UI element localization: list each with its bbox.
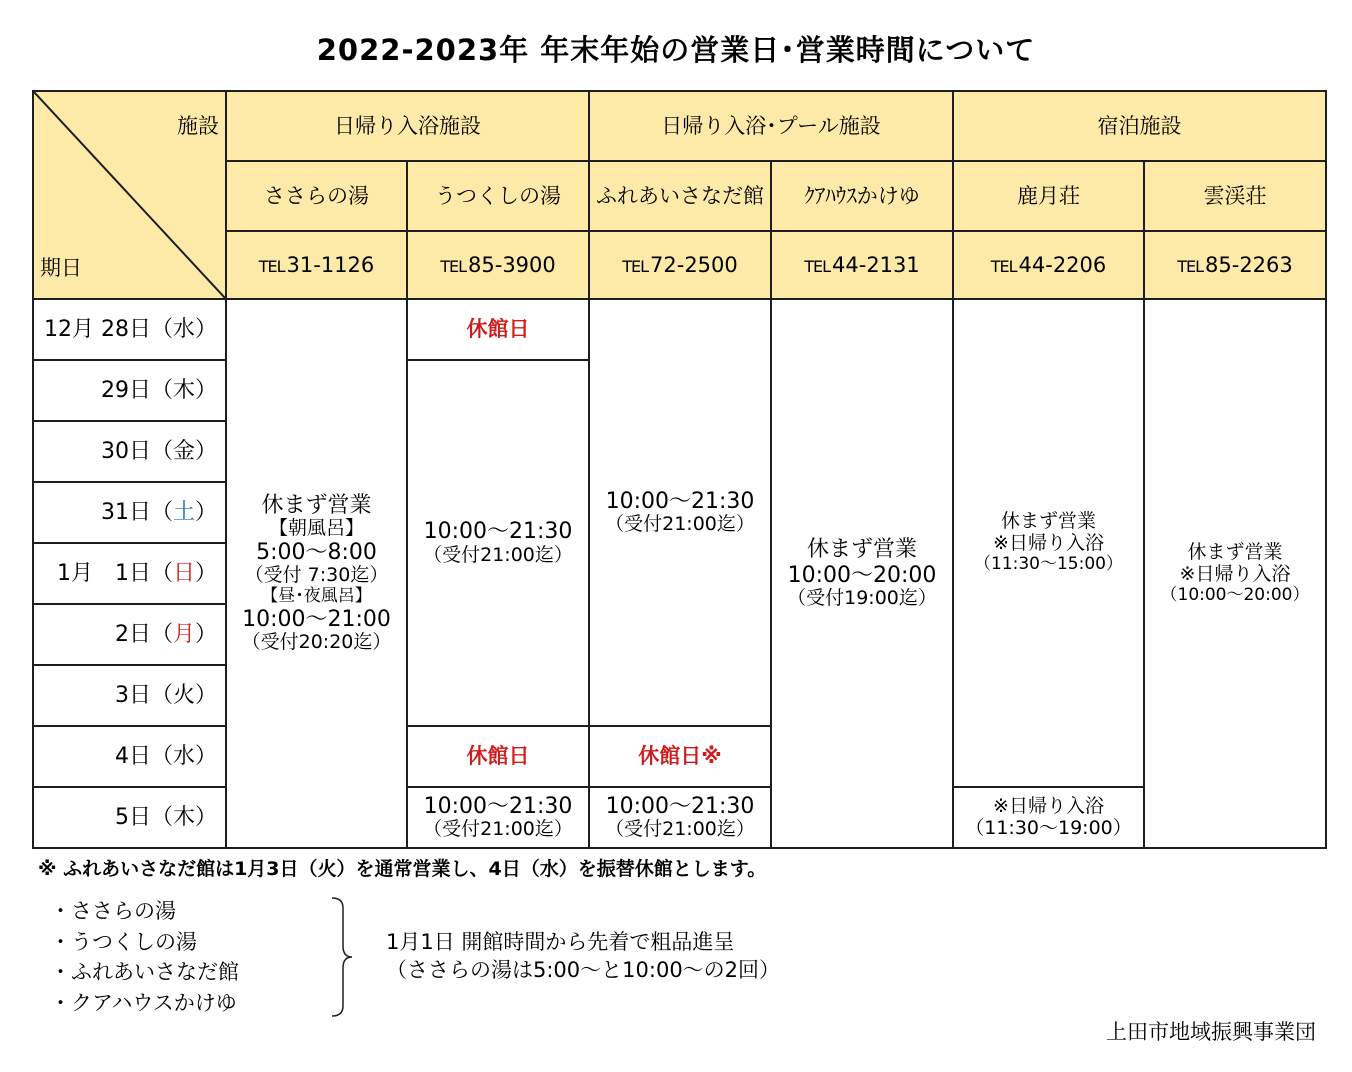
date-cell	[33, 726, 226, 787]
date-cell	[33, 299, 226, 360]
group-day-bath: 日帰り入浴施設	[226, 91, 589, 161]
utsukushi-closed-cell: 休館日	[407, 299, 589, 360]
hours-text: 10:00～21:30	[423, 793, 573, 819]
footnote: ※ ふれあいさなだ館は1月3日（火）を通常営業し、4日（水）を振替休館とします。	[38, 858, 767, 880]
date-cell	[33, 482, 226, 543]
facility-utsukushi: うつくしの湯	[407, 161, 589, 231]
section-label: 【朝風呂】	[268, 517, 364, 540]
facility-fureai-sanada: ふれあいさなだ館	[589, 161, 771, 231]
tel-prefix: TEL	[622, 256, 649, 276]
reception-text: （受付21:00迄）	[423, 818, 573, 841]
date-cell	[33, 665, 226, 726]
status-text: 休まず営業	[1000, 510, 1096, 533]
date-paren: ）	[194, 804, 217, 830]
tel-number: 85-3900	[468, 252, 556, 277]
day-of-week: 木	[172, 377, 195, 403]
hours-text: 10:00～21:00	[242, 606, 391, 632]
list-item: ・ うつくしの湯	[50, 927, 239, 958]
date-cell	[33, 543, 226, 604]
shikagetsu-hours-cell	[953, 299, 1144, 787]
tel-number: 85-2263	[1205, 252, 1293, 277]
day-bath-text: ※日帰り入浴	[993, 532, 1104, 555]
status-text: 休まず営業	[1187, 540, 1283, 563]
date-cell	[33, 360, 226, 421]
tel-kurhaus-kakeyu	[771, 231, 953, 299]
day-of-week: 月	[172, 621, 195, 647]
fureai-hours-cell	[589, 299, 771, 726]
tel-number: 44-2206	[1018, 252, 1107, 277]
date-label: 3日（	[114, 682, 173, 708]
right-brace-icon	[328, 896, 358, 1018]
reception-text: （受付21:00迄）	[423, 543, 573, 566]
date-label: 1月 1日（	[56, 560, 173, 586]
day-of-week: 水	[172, 316, 195, 342]
tel-prefix: TEL	[804, 256, 831, 276]
tel-unkei	[1144, 231, 1326, 299]
date-paren: ）	[194, 438, 217, 464]
status-text: 休まず営業	[261, 493, 372, 519]
day-of-week: 水	[172, 743, 195, 769]
date-label: 5日（	[114, 804, 173, 830]
day-bath-text: ※日帰り入浴	[993, 794, 1104, 817]
date-paren: ）	[194, 499, 217, 525]
header-corner	[33, 91, 226, 299]
tel-number: 44-2131	[832, 252, 920, 277]
campaign-facility-list	[50, 896, 239, 1018]
facility-kurhaus-kakeyu: ｸｱﾊｳｽかけゆ	[771, 161, 953, 231]
tel-utsukushi	[407, 231, 589, 299]
tel-sasara	[226, 231, 407, 299]
group-day-bath-pool: 日帰り入浴･プール施設	[589, 91, 953, 161]
tel-prefix: TEL	[1177, 256, 1204, 276]
sasara-hours-cell	[226, 299, 407, 848]
fureai-hours-cell	[589, 787, 771, 848]
date-label: 31日（	[100, 499, 173, 525]
day-of-week: 日	[172, 560, 195, 586]
day-of-week: 木	[172, 804, 195, 830]
tel-number: 31-1126	[286, 252, 375, 277]
date-paren: ）	[194, 621, 217, 647]
facility-sasara: ささらの湯	[226, 161, 407, 231]
hours-text: （11:30～15:00）	[974, 554, 1123, 575]
reception-text: （受付21:00迄）	[605, 513, 755, 536]
date-paren: ）	[194, 377, 217, 403]
tel-prefix: TEL	[440, 256, 467, 276]
tel-number: 72-2500	[650, 252, 738, 277]
facility-axis-label: 施設	[177, 114, 219, 138]
date-axis-label: 期日	[40, 255, 82, 280]
reception-text: （受付19:00迄）	[787, 586, 937, 609]
date-label: 29日（	[100, 377, 173, 403]
date-paren: ）	[194, 560, 217, 586]
day-of-week: 土	[172, 499, 195, 525]
date-cell	[33, 787, 226, 848]
utsukushi-hours-cell	[407, 787, 589, 848]
reception-text: （受付 7:30迄）	[244, 564, 389, 587]
campaign-line: 1月1日 開館時間から先着で粗品進呈	[386, 930, 735, 954]
group-lodging: 宿泊施設	[953, 91, 1326, 161]
campaign-line: （ささらの湯は5:00～と10:00～の2回）	[386, 958, 781, 982]
shikagetsu-hours-cell	[953, 787, 1144, 848]
date-label: 30日（	[100, 438, 173, 464]
hours-text: （10:00～20:00）	[1160, 584, 1310, 605]
hours-text: 5:00～8:00	[256, 540, 377, 566]
date-paren: ）	[194, 316, 217, 342]
section-label: 【昼･夜風呂】	[261, 586, 372, 607]
schedule-table	[32, 90, 1327, 849]
page-title: 2022-2023年 年末年始の営業日･営業時間について	[316, 33, 1036, 67]
date-label: 12月 28日（	[43, 316, 173, 342]
kakeyu-hours-cell	[771, 299, 953, 848]
reception-text: （受付20:20迄）	[241, 631, 392, 654]
list-item: ・ ささらの湯	[50, 896, 239, 927]
facility-unkei: 雲渓荘	[1144, 161, 1326, 231]
facility-shikagetsu: 鹿月荘	[953, 161, 1144, 231]
date-label: 2日（	[114, 621, 173, 647]
tel-prefix: TEL	[990, 256, 1017, 276]
status-text: 休まず営業	[806, 537, 917, 563]
date-label: 4日（	[114, 743, 173, 769]
campaign-text	[386, 928, 780, 984]
tel-prefix: TEL	[258, 256, 285, 276]
date-cell	[33, 604, 226, 665]
day-bath-text: ※日帰り入浴	[1179, 562, 1291, 585]
hours-text: 10:00～21:30	[605, 793, 755, 819]
tel-fureai-sanada	[589, 231, 771, 299]
date-paren: ）	[194, 743, 217, 769]
utsukushi-closed-cell: 休館日	[407, 726, 589, 787]
date-paren: ）	[194, 682, 217, 708]
reception-text: （受付21:00迄）	[605, 818, 755, 841]
hours-text: 10:00～21:30	[605, 488, 755, 514]
organization-name: 上田市地域振興事業団	[1106, 1020, 1316, 1044]
list-item: ・ ふれあいさなだ館	[50, 957, 239, 988]
unkei-hours-cell	[1144, 299, 1326, 848]
utsukushi-hours-cell	[407, 360, 589, 726]
hours-text: 10:00～20:00	[787, 562, 937, 588]
hours-text: （11:30～19:00）	[965, 816, 1132, 839]
day-of-week: 金	[172, 438, 195, 464]
list-item: ・ クアハウスかけゆ	[50, 988, 239, 1019]
fureai-closed-cell: 休館日※	[589, 726, 771, 787]
tel-shikagetsu	[953, 231, 1144, 299]
date-cell	[33, 421, 226, 482]
day-of-week: 火	[172, 682, 195, 708]
hours-text: 10:00～21:30	[423, 519, 573, 545]
